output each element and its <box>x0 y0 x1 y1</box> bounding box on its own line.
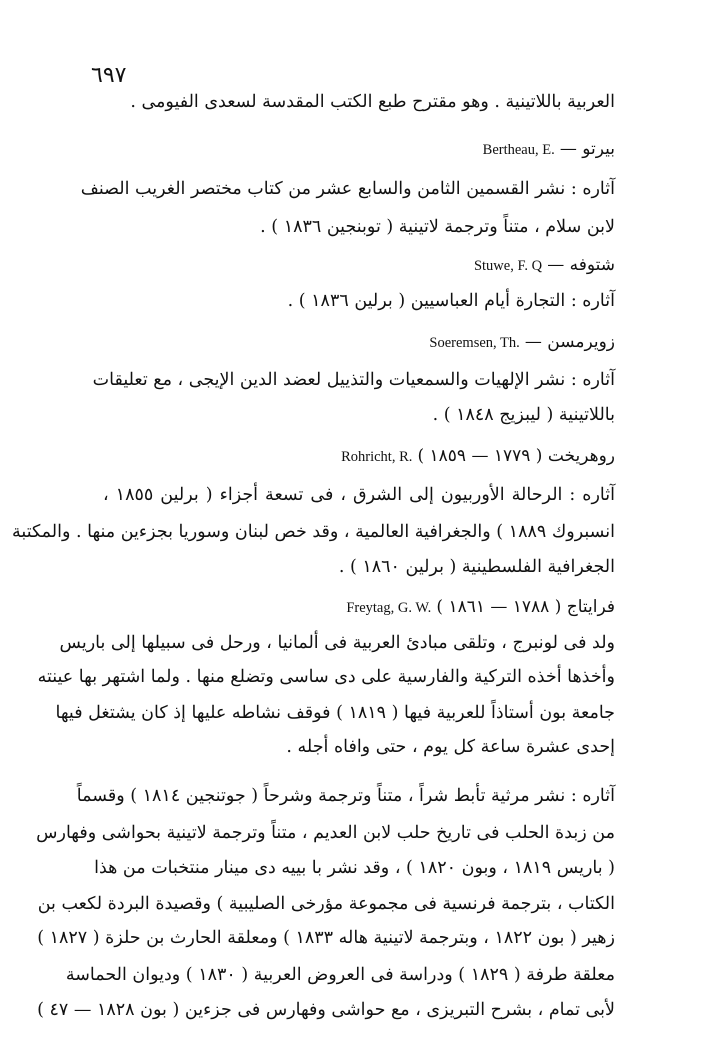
author-name-latin: Soeremsen, Th. <box>429 335 520 351</box>
text-line: العربية باللاتينية . وهو مقترح طبع الكتب المقدسة لسعدى الفيومى . <box>130 92 615 112</box>
author-entry-heading <box>103 332 615 352</box>
text-line: آثاره : نشر الإلهيات والسمعيات والتذييل لعضد الدين الإيجى ، مع تعليقات <box>92 370 615 390</box>
text-line: باللاتينية ( ليبزيج ١٨٤٨ ) . <box>432 405 615 425</box>
author-name-arabic: روهريخت ( ١٧٧٩ — ١٨٥٩ ) <box>417 446 615 466</box>
text-line: انسبروك ١٨٨٩ ) والجغرافية العالمية ، وقد خص لبنان وسوريا بجزءين منها . والمكتبة <box>12 522 615 542</box>
author-name-arabic: فرايتاج ( ١٧٨٨ — ١٨٦١ ) <box>436 597 615 617</box>
author-name-latin: Stuwe, F. Q <box>473 258 543 274</box>
author-entry-heading <box>103 446 615 466</box>
author-name-arabic: شتوفه — <box>547 255 615 275</box>
author-name-latin: Rohricht, R. <box>341 449 413 465</box>
author-entry-heading <box>103 597 615 617</box>
text-line: لأبى تمام ، بشرح التبريزى ، مع حواشى وفهارس فى جزءين ( بون ١٨٢٨ — ٤٧ ) <box>37 1000 615 1020</box>
text-line: آثاره : نشر القسمين الثامن والسابع عشر من كتاب مختصر الغريب الصنف <box>80 179 615 199</box>
text-line: الجغرافية الفلسطينية ( برلين ١٨٦٠ ) . <box>338 557 615 577</box>
author-name-arabic: زويرمسن — <box>524 332 615 352</box>
text-line: زهير ( بون ١٨٢٢ ، وبترجمة لاتينية هاله ١٨٣٣ ) ومعلقة الحارث بن حلزة ( ١٨٢٧ ) <box>37 928 615 948</box>
text-line: وأخذها أخذه التركية والفارسية على دى ساسى وتضلع منها . ولما اشتهر بها عينته <box>37 667 615 687</box>
text-line: آثاره : الرحالة الأوربيون إلى الشرق ، فى تسعة أجزاء ( برلين ١٨٥٥ ، <box>103 485 615 505</box>
text-line: من زبدة الحلب فى تاريخ حلب لابن العديم ، متناً وترجمة لاتينية بحواشى وفهارس <box>36 823 615 843</box>
text-line: معلقة طرفة ( ١٨٢٩ ) ودراسة فى العروض العربية ( ١٨٣٠ ) وديوان الحماسة <box>65 965 615 985</box>
text-line: آثاره : نشر مرثية تأبط شراً ، متناً وترجمة وشرحاً ( جوتنجين ١٨١٤ ) وقسماً <box>76 786 615 806</box>
author-name-arabic: بيرتو — <box>559 139 615 159</box>
author-entry-heading <box>103 139 615 159</box>
author-name-latin: Bertheau, E. <box>482 142 555 158</box>
author-entry-heading <box>103 255 615 275</box>
text-line: إحدى عشرة ساعة كل يوم ، حتى وافاه أجله . <box>286 737 615 757</box>
text-line: جامعة بون أستاذاً للعربية فيها ( ١٨١٩ ) فوقف نشاطه عليها إذ كان يشتغل فيها <box>55 703 615 723</box>
text-line: لابن سلام ، متناً وترجمة لاتينية ( توبنجين ١٨٣٦ ) . <box>260 217 615 237</box>
text-line: الكتاب ، بترجمة فرنسية فى مجموعة مؤرخى الصليبية ) وقصيدة البردة لكعب بن <box>37 894 615 914</box>
text-line: ولد فى لونبرج ، وتلقى مبادئ العربية فى ألمانيا ، ورحل فى سبيلها إلى باريس <box>59 633 615 653</box>
page-number: ٦٩٧ <box>91 63 127 88</box>
text-line: آثاره : التجارة أيام العباسيين ( برلين ١٨٣٦ ) . <box>287 291 615 311</box>
author-name-latin: Freytag, G. W. <box>346 600 432 616</box>
text-line: ( باريس ١٨١٩ ، وبون ١٨٢٠ ) ، وقد نشر با بييه دى مينار منتخبات من هذا <box>94 858 615 878</box>
